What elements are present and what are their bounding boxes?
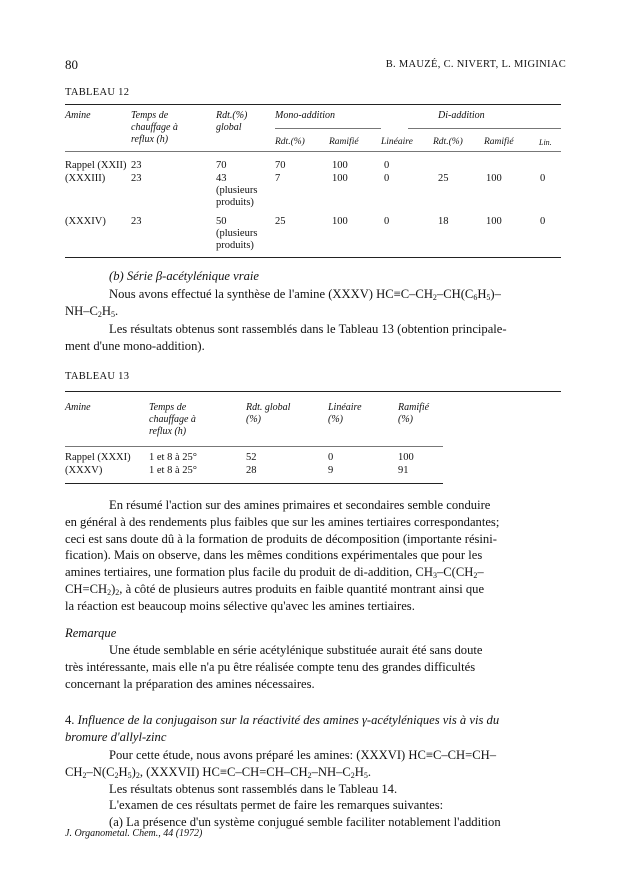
table-13-top-rule	[65, 391, 561, 392]
section-b-paragraph-2	[65, 321, 561, 355]
rdt-note: produits)	[216, 197, 254, 208]
text-run: )–	[490, 287, 501, 301]
subscript: 2	[115, 587, 120, 597]
cell-rdt	[216, 173, 257, 209]
text-run: amines tertiaires, une formation plus facile du produit de di-addition, CH	[65, 565, 433, 580]
text-run: en général à des rendements plus faibles que sur les amines tertiaires correspondantes;	[65, 514, 500, 529]
text-run: (a) La présence d'un système conjugué semble faciliter notablement l'addition	[109, 815, 501, 830]
header-line: chauffage à	[131, 122, 178, 133]
table-12-header-temps	[131, 110, 178, 146]
cell-di-ramifie: 100	[486, 216, 502, 227]
table-12-title: TABLEAU 12	[65, 87, 130, 98]
table-12-header-di: Di-addition	[438, 110, 485, 121]
text-run: très intéressante, mais elle n'a pu être réalisée compte tenu des grandes difficultés	[65, 659, 476, 674]
text-run: Pour cette étude, nous avons préparé les amines: (XXXVI) HC≡C–CH=CH–	[109, 748, 497, 762]
header-line: Temps de	[131, 110, 169, 121]
text-run: Une étude semblable en série acétylénique substituée aurait été sans doute	[109, 643, 483, 657]
rdt-value: 43	[216, 173, 227, 184]
cell-lineaire: 0	[328, 452, 334, 463]
text-run: Les résultats obtenus sont rassemblés dans le Tableau 14.	[109, 781, 398, 796]
subscript: 5	[363, 770, 368, 780]
cell-di-lineaire: 0	[540, 173, 546, 184]
text-run: fication). Mais on observe, dans les mêmes conditions expérimentales que pour les	[65, 548, 483, 563]
header-line: chauffage à	[149, 414, 196, 425]
cell-mono-ramifie: 100	[332, 160, 348, 171]
table-12-header-rdt	[216, 110, 247, 134]
cell-mono-ramifie: 100	[332, 216, 348, 227]
cell-mono-rdt: 7	[275, 173, 281, 184]
cell-rdt: 70	[216, 160, 227, 171]
cell-rdt: 28	[246, 465, 257, 476]
subscript: 2	[107, 587, 112, 597]
section-number: 4.	[65, 713, 75, 727]
text-run: L'examen de ces résultats permet de faire les remarques suivantes:	[109, 798, 444, 813]
cell-temps: 1 et 8 à 25°	[149, 465, 197, 476]
table-13-header-amine: Amine	[65, 402, 91, 413]
subscript: 2	[473, 571, 478, 581]
cell-di-ramifie: 100	[486, 173, 502, 184]
subscript: 2	[114, 770, 119, 780]
di-sub-rdt: Rdt.(%)	[433, 137, 463, 147]
table-12-bottom-rule	[65, 257, 561, 258]
cell-amine: Rappel (XXXI)	[65, 452, 131, 463]
text-run: –CH(C	[436, 287, 474, 301]
cell-mono-rdt: 70	[275, 160, 286, 171]
cell-temps: 1 et 8 à 25°	[149, 452, 197, 463]
cell-mono-lineaire: 0	[384, 160, 390, 171]
header-line: Rdt.(%)	[216, 110, 248, 121]
header-line: Rdt. global	[246, 402, 291, 413]
text-run: H	[101, 303, 111, 318]
cell-di-lineaire: 0	[540, 216, 546, 227]
rdt-note: (plusieurs	[216, 185, 258, 196]
mono-sub-rdt: Rdt.(%)	[275, 137, 305, 147]
text-run: NH–C	[65, 303, 98, 318]
section-4-heading	[65, 712, 561, 746]
cell-rdt: 52	[246, 452, 257, 463]
table-12-header-amine: Amine	[65, 110, 91, 121]
text-run: –NH–C	[311, 764, 351, 779]
text-run: la réaction est beaucoup moins sélective qu'avec les amines tertiaires.	[65, 598, 415, 613]
cell-ramifie: 100	[398, 452, 414, 463]
text-run: H	[477, 287, 487, 301]
subscript: 2	[82, 770, 87, 780]
text-run: , à côté de plusieurs autres produits en faible quantité montrant ainsi que	[119, 581, 485, 596]
text-run: CH	[65, 764, 83, 779]
section-title: bromure d'allyl-zinc	[65, 729, 167, 744]
mono-sub-ramifie: Ramifié	[329, 137, 359, 147]
resume-paragraph	[65, 497, 561, 615]
cell-di-rdt: 18	[438, 216, 449, 227]
cell-rdt	[216, 216, 257, 252]
table-12-top-rule	[65, 104, 561, 105]
text-run: concernant la préparation des amines nécessaires.	[65, 676, 315, 691]
subscript: 2	[350, 770, 355, 780]
table-13-header-ramifie	[398, 402, 429, 426]
remarque-heading: Remarque	[65, 626, 117, 640]
cell-mono-ramifie: 100	[332, 173, 348, 184]
table-13-bottom-rule	[65, 483, 443, 484]
cell-ramifie: 91	[398, 465, 409, 476]
subscript: 5	[111, 309, 115, 319]
mono-sub-lineaire: Linéaire	[381, 137, 413, 147]
text-run: –	[477, 565, 484, 580]
cell-amine: (XXXV)	[65, 465, 103, 476]
section-4-paragraph	[65, 747, 561, 831]
cell-mono-lineaire: 0	[384, 216, 390, 227]
cell-amine: (XXXIV)	[65, 216, 106, 227]
header-line: (%)	[246, 414, 261, 425]
text-run: CH=CH	[65, 581, 108, 596]
header-line: reflux (h)	[149, 426, 187, 437]
section-title: Influence de la conjugaison sur la réactivité des amines γ-acétyléniques vis à vis du	[77, 713, 500, 727]
header-line: Linéaire	[328, 402, 362, 413]
cell-amine: (XXXIII)	[65, 173, 106, 184]
section-b-heading	[65, 268, 561, 285]
text-run: –N(C	[86, 764, 115, 779]
text-run: Nous avons effectué la synthèse de l'amine (XXXV) HC≡C–CH	[109, 287, 433, 301]
text-run: .	[367, 764, 372, 779]
text-run: )	[111, 581, 116, 596]
subscript: 2	[97, 309, 102, 319]
cell-mono-lineaire: 0	[384, 173, 390, 184]
header-line: Temps de	[149, 402, 187, 413]
subscript: 2	[307, 770, 312, 780]
section-b-paragraph-1	[65, 286, 561, 320]
rdt-note: produits)	[216, 240, 254, 251]
text-run: .	[115, 303, 119, 318]
table-13-header-rdt	[246, 402, 290, 426]
text-run: En résumé l'action sur des amines primaires et secondaires semble conduire	[109, 498, 491, 512]
di-rule	[408, 128, 561, 129]
cell-temps: 23	[131, 160, 142, 171]
rdt-note: (plusieurs	[216, 228, 258, 239]
cell-lineaire: 9	[328, 465, 334, 476]
cell-mono-rdt: 25	[275, 216, 286, 227]
mono-rule	[275, 128, 381, 129]
text-run: , (XXXVII) HC≡C–CH=CH–CH	[139, 764, 308, 779]
header-line: global	[216, 122, 242, 133]
journal-footer: J. Organometal. Chem., 44 (1972)	[65, 828, 203, 839]
page-number: 80	[65, 57, 78, 72]
subscript: 3	[432, 571, 437, 581]
text-run: )	[131, 764, 136, 779]
table-13-header-rule	[65, 446, 443, 447]
cell-amine: Rappel (XXII)	[65, 160, 127, 171]
rdt-value: 50	[216, 216, 227, 227]
header-line: reflux (h)	[131, 134, 169, 145]
di-sub-lineaire: Lin.	[539, 138, 552, 147]
subscript: 2	[432, 293, 437, 302]
text-run: ceci est sans doute dû à la formation de produits de décomposition (importante résini-	[65, 531, 497, 546]
cell-di-rdt: 25	[438, 173, 449, 184]
text-run: ment d'une mono-addition).	[65, 338, 205, 353]
text-run: Les résultats obtenus sont rassemblés dans le Tableau 13 (obtention principale-	[109, 322, 507, 336]
header-line: (%)	[398, 414, 413, 425]
table-12-header-mono: Mono-addition	[275, 110, 335, 121]
table-13-header-temps	[149, 402, 196, 438]
di-sub-ramifie: Ramifié	[484, 137, 514, 147]
table-13-title: TABLEAU 13	[65, 371, 130, 382]
table-12-header-rule	[65, 151, 561, 152]
section-b-title: Série β-acétylénique vraie	[126, 269, 259, 283]
text-run: –C(CH	[436, 565, 474, 580]
header-line: Ramifié	[398, 402, 430, 413]
text-run: H	[354, 764, 364, 779]
subscript: 5	[127, 770, 132, 780]
remarque-paragraph	[65, 642, 561, 692]
text-run: H	[118, 764, 128, 779]
cell-temps: 23	[131, 216, 142, 227]
subscript: 5	[486, 293, 491, 302]
subscript: 6	[473, 293, 478, 302]
table-13-header-lineaire	[328, 402, 362, 426]
cell-temps: 23	[131, 173, 142, 184]
header-line: (%)	[328, 414, 343, 425]
running-head-authors: B. MAUZÉ, C. NIVERT, L. MIGINIAC	[385, 59, 566, 70]
section-b-label: (b)	[109, 269, 124, 283]
subscript: 2	[135, 770, 140, 780]
